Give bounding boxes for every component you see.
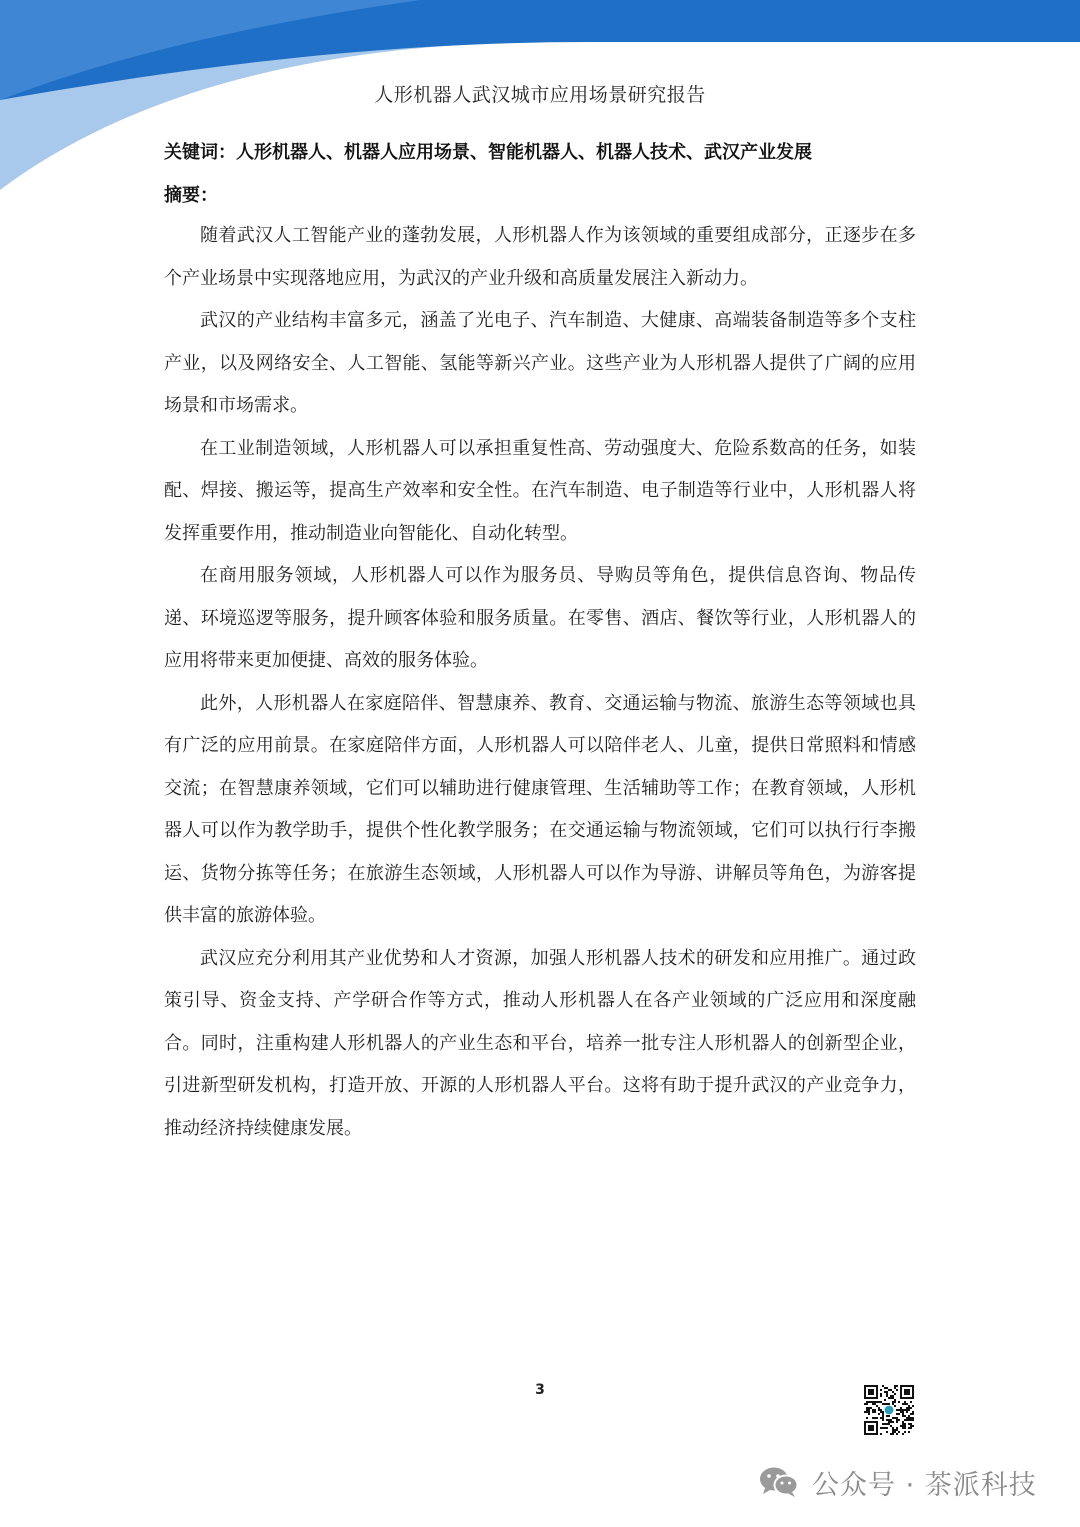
qr-code-icon[interactable]: [864, 1385, 914, 1435]
running-header-title: 人形机器人武汉城市应用场景研究报告: [374, 84, 706, 106]
wechat-icon: [758, 1464, 800, 1500]
paragraph: 武汉应充分利用其产业优势和人才资源，加强人形机器人技术的研发和应用推广。通过政策引导、资金支持、产学研合作等方式，推动人形机器人在各产业领域的广泛应用和深度融合。同时，注重构建人形机器人的产业生态和平台，培养一批专注人形机器人的创新型企业，引进新型研发机构，打造开放、开源的人形机器人平台。这将有助于提升武汉的产业竞争力，推动经济持续健康发展。: [164, 947, 916, 1139]
abstract-body: [164, 215, 916, 1150]
paragraph: 此外，人形机器人在家庭陪伴、智慧康养、教育、交通运输与物流、旅游生态等领域也具有广泛的应用前景。在家庭陪伴方面，人形机器人可以陪伴老人、儿童，提供日常照料和情感交流；在智慧康养领域，它们可以辅助进行健康管理、生活辅助等工作；在教育领域，人形机器人可以作为教学助手，提供个性化教学服务；在交通运输与物流领域，它们可以执行行李搬运、货物分拣等任务；在旅游生态领域，人形机器人可以作为导游、讲解员等角色，为游客提供丰富的旅游体验。: [164, 692, 916, 926]
paragraph: 在工业制造领域，人形机器人可以承担重复性高、劳动强度大、危险系数高的任务，如装配、焊接、搬运等，提高生产效率和安全性。在汽车制造、电子制造等行业中，人形机器人将发挥重要作用，推动制造业向智能化、自动化转型。: [164, 437, 916, 544]
page-number: 3: [535, 1382, 545, 1398]
paragraph: 在商用服务领域，人形机器人可以作为服务员、导购员等角色，提供信息咨询、物品传递、环境巡逻等服务，提升顾客体验和服务质量。在零售、酒店、餐饮等行业，人形机器人的应用将带来更加便捷、高效的服务体验。: [164, 565, 916, 671]
abstract-label: 摘要：: [164, 185, 218, 206]
watermark: [758, 1462, 1037, 1502]
paragraph: 武汉的产业结构丰富多元，涵盖了光电子、汽车制造、大健康、高端装备制造等多个支柱产业，以及网络安全、人工智能、氢能等新兴产业。这些产业为人形机器人提供了广阔的应用场景和市场需求。: [164, 310, 916, 416]
watermark-text: 公众号 · 茶派科技: [812, 1469, 1037, 1501]
paragraph: 随着武汉人工智能产业的蓬勃发展，人形机器人作为该领域的重要组成部分，正逐步在多个产业场景中实现落地应用，为武汉的产业升级和高质量发展注入新动力。: [164, 225, 916, 289]
keywords-line: 关键词：人形机器人、机器人应用场景、智能机器人、机器人技术、武汉产业发展: [164, 142, 812, 163]
